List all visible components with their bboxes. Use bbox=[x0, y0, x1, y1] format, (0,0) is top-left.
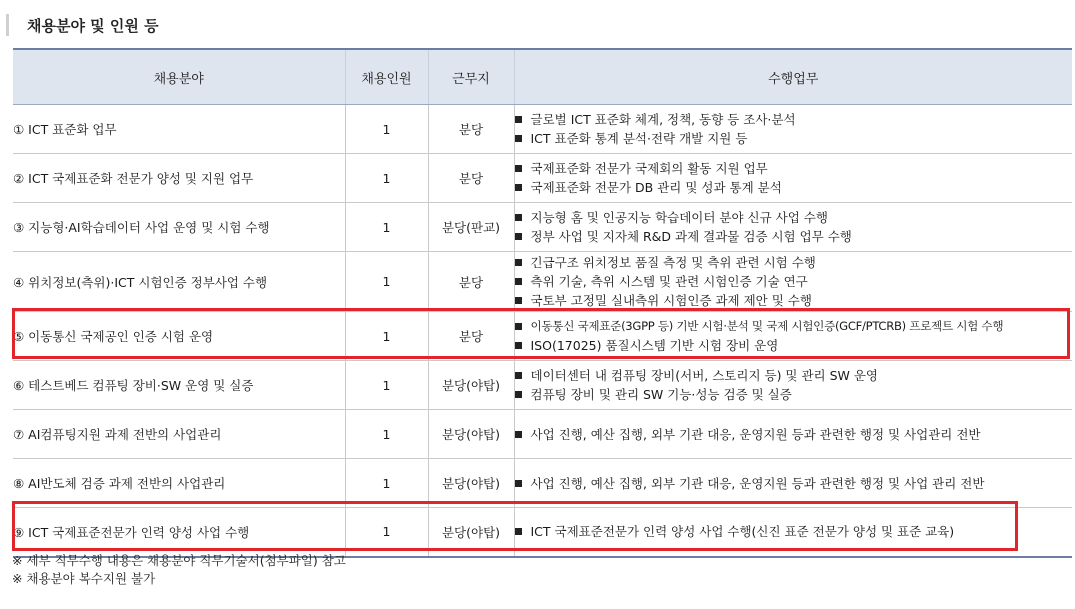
row-field: ② ICT 국제표준화 전문가 양성 및 지원 업무 bbox=[13, 154, 345, 203]
duty-text: 정부 사업 및 지자체 R&D 과제 결과물 검증 시험 업무 수행 bbox=[530, 229, 852, 244]
row-location: 분당 bbox=[428, 312, 514, 361]
footnote-1: ※ 세부 직무수행 내용은 채용분야 직무기술서(첨부파일) 참고 bbox=[12, 553, 346, 568]
square-bullet-icon bbox=[515, 391, 522, 398]
row-count: 1 bbox=[345, 508, 428, 557]
square-bullet-icon bbox=[515, 259, 522, 266]
table-row bbox=[13, 410, 1072, 459]
table-row bbox=[13, 361, 1072, 410]
row-count: 1 bbox=[345, 203, 428, 252]
row-duties bbox=[514, 361, 1072, 410]
duty-text: 국제표준화 전문가 국제회의 활동 지원 업무 bbox=[530, 161, 768, 176]
row-field: ⑤ 이동통신 국제공인 인증 시험 운영 bbox=[13, 312, 345, 361]
duty-item bbox=[515, 272, 1073, 291]
row-count: 1 bbox=[345, 154, 428, 203]
duty-text: 지능형 홈 및 인공지능 학습데이터 분야 신규 사업 수행 bbox=[530, 210, 828, 225]
duty-text: 데이터센터 내 컴퓨팅 장비(서버, 스토리지 등) 및 관리 SW 운영 bbox=[530, 368, 879, 383]
duty-text: 국토부 고정밀 실내측위 시험인증 과제 제안 및 수행 bbox=[530, 293, 812, 308]
duty-text: 긴급구조 위치정보 품질 측정 및 측위 관련 시험 수행 bbox=[530, 255, 816, 270]
header-count: 채용인원 bbox=[345, 49, 428, 105]
row-field: ③ 지능형·AI학습데이터 사업 운영 및 시험 수행 bbox=[13, 203, 345, 252]
duty-text: 측위 기술, 측위 시스템 및 관련 시험인증 기술 연구 bbox=[530, 274, 808, 289]
row-location: 분당(야탑) bbox=[428, 459, 514, 508]
duty-text: ICT 국제표준전문가 인력 양성 사업 수행(신진 표준 전문가 양성 및 표준 교육) bbox=[530, 524, 955, 540]
row-duties bbox=[514, 154, 1072, 203]
duty-text: ISO(17025) 품질시스템 기반 시험 장비 운영 bbox=[530, 338, 779, 353]
square-bullet-icon bbox=[515, 135, 522, 142]
row-location: 분당(야탑) bbox=[428, 508, 514, 557]
duty-text: 사업 진행, 예산 집행, 외부 기관 대응, 운영지원 등과 관련한 행정 및 사업관리 전반 bbox=[530, 426, 981, 442]
duty-text: 글로벌 ICT 표준화 체계, 정책, 동향 등 조사·분석 bbox=[530, 112, 796, 127]
header-duties: 수행업무 bbox=[514, 49, 1072, 105]
section-title bbox=[0, 10, 420, 40]
header-field: 채용분야 bbox=[13, 49, 345, 105]
square-bullet-icon bbox=[515, 297, 522, 304]
duty-item bbox=[515, 159, 1073, 178]
row-field: ① ICT 표준화 업무 bbox=[13, 105, 345, 154]
row-count: 1 bbox=[345, 312, 428, 361]
duty-text: ICT 표준화 통계 분석·전략 개발 지원 등 bbox=[530, 131, 748, 146]
duty-text: 컴퓨팅 장비 및 관리 SW 기능·성능 검증 및 실증 bbox=[530, 387, 792, 402]
duty-item bbox=[515, 425, 1073, 444]
square-bullet-icon bbox=[515, 165, 522, 172]
duty-text: 사업 진행, 예산 집행, 외부 기관 대응, 운영지원 등과 관련한 행정 및 사업 관리 전반 bbox=[530, 475, 985, 491]
duty-item bbox=[515, 385, 1073, 404]
row-location: 분당(판교) bbox=[428, 203, 514, 252]
square-bullet-icon bbox=[515, 214, 522, 221]
row-field: ⑨ ICT 국제표준전문가 인력 양성 사업 수행 bbox=[13, 508, 345, 557]
table-row bbox=[13, 203, 1072, 252]
row-count: 1 bbox=[345, 361, 428, 410]
row-duties bbox=[514, 105, 1072, 154]
duty-item bbox=[515, 129, 1073, 148]
row-count: 1 bbox=[345, 252, 428, 312]
title-marker bbox=[6, 14, 9, 36]
duty-text: 국제표준화 전문가 DB 관리 및 성과 통계 분석 bbox=[530, 180, 782, 195]
row-duties bbox=[514, 252, 1072, 312]
recruitment-table bbox=[13, 48, 1072, 558]
row-location: 분당 bbox=[428, 105, 514, 154]
duty-item bbox=[515, 253, 1073, 272]
square-bullet-icon bbox=[515, 480, 522, 487]
row-field: ⑧ AI반도체 검증 과제 전반의 사업관리 bbox=[13, 459, 345, 508]
square-bullet-icon bbox=[515, 233, 522, 240]
square-bullet-icon bbox=[515, 372, 522, 379]
row-field: ⑦ AI컴퓨팅지원 과제 전반의 사업관리 bbox=[13, 410, 345, 459]
duty-item bbox=[515, 474, 1073, 493]
table-header-row bbox=[13, 49, 1072, 105]
footnotes bbox=[12, 552, 346, 588]
row-count: 1 bbox=[345, 459, 428, 508]
row-duties bbox=[514, 203, 1072, 252]
table-row bbox=[13, 252, 1072, 312]
square-bullet-icon bbox=[515, 184, 522, 191]
duty-item bbox=[515, 178, 1073, 197]
row-location: 분당(야탑) bbox=[428, 410, 514, 459]
table-row bbox=[13, 154, 1072, 203]
duty-item bbox=[515, 110, 1073, 129]
row-location: 분당 bbox=[428, 154, 514, 203]
highlight-box-row-5 bbox=[12, 308, 1070, 359]
square-bullet-icon bbox=[515, 278, 522, 285]
duty-item bbox=[515, 366, 1073, 385]
header-location: 근무지 bbox=[428, 49, 514, 105]
highlight-box-row-9 bbox=[12, 501, 1018, 551]
duty-item bbox=[515, 227, 1073, 246]
square-bullet-icon bbox=[515, 431, 522, 438]
table-row bbox=[13, 105, 1072, 154]
row-field: ④ 위치정보(측위)·ICT 시험인증 정부사업 수행 bbox=[13, 252, 345, 312]
footnote-2: ※ 채용분야 복수지원 불가 bbox=[12, 571, 156, 586]
row-count: 1 bbox=[345, 410, 428, 459]
row-location: 분당 bbox=[428, 252, 514, 312]
square-bullet-icon bbox=[515, 116, 522, 123]
row-field: ⑥ 테스트베드 컴퓨팅 장비·SW 운영 및 실증 bbox=[13, 361, 345, 410]
row-count: 1 bbox=[345, 105, 428, 154]
duty-item bbox=[515, 208, 1073, 227]
row-duties bbox=[514, 410, 1072, 459]
section-title-text: 채용분야 및 인원 등 bbox=[27, 16, 159, 35]
row-location: 분당(야탑) bbox=[428, 361, 514, 410]
duty-text: 이동통신 국제표준(3GPP 등) 기반 시험·분석 및 국제 시험인증(GCF/PTCRB) 프로젝트 시험 수행 bbox=[530, 319, 1004, 333]
